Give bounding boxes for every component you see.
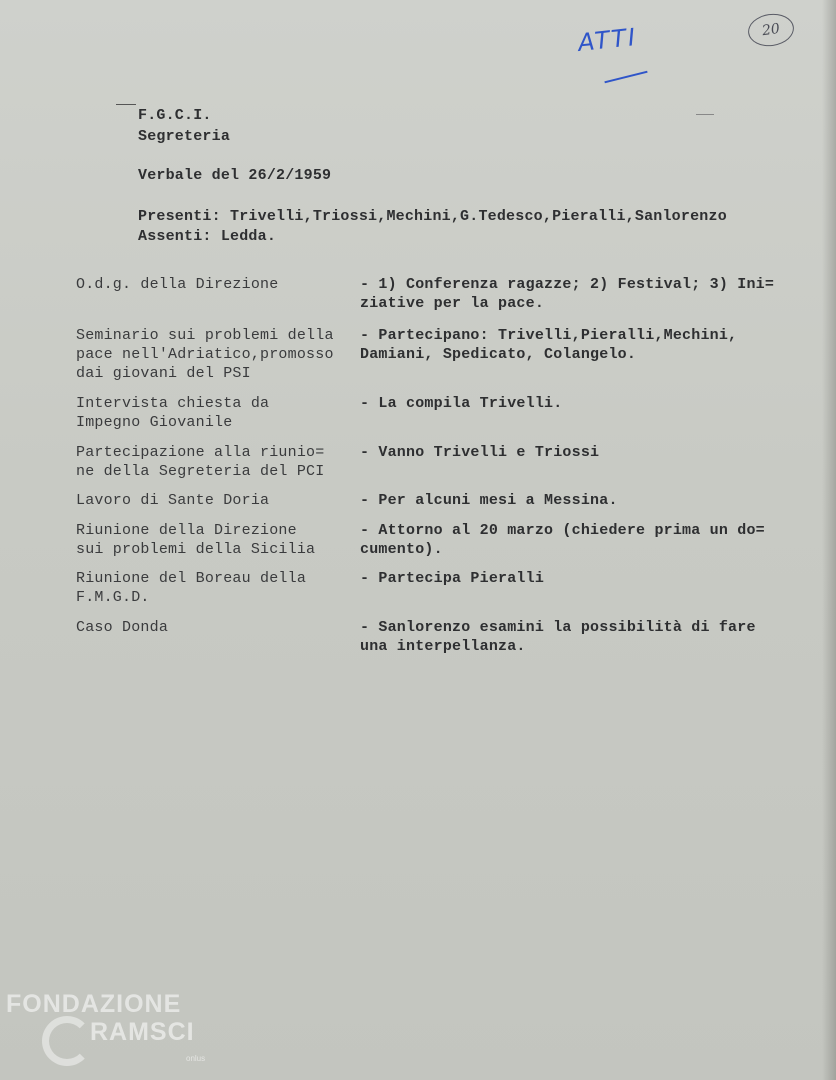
agenda-topic xyxy=(76,521,366,559)
agenda-topic-line: ne della Segreteria del PCI xyxy=(76,463,325,480)
agenda-outcome-line: - 1) Conferenza ragazze; 2) Festival; 3) Ini= xyxy=(360,276,775,293)
watermark-suffix: onlus xyxy=(186,1054,206,1063)
agenda-outcome xyxy=(360,491,820,510)
agenda-outcome-line: - Sanlorenzo esamini la possibilità di fare xyxy=(360,619,756,636)
agenda-topic-line: Partecipazione alla riunio= xyxy=(76,444,325,461)
watermark-g-logo xyxy=(42,1016,92,1066)
agenda-topic-line: dai giovani del PSI xyxy=(76,365,251,382)
agenda-topic-line: Impegno Giovanile xyxy=(76,414,233,431)
agenda-topic xyxy=(76,618,366,637)
agenda-outcome xyxy=(360,521,820,559)
agenda-outcome-line: una interpellanza. xyxy=(360,638,526,655)
agenda-outcome-line: - Attorno al 20 marzo (chiedere prima un do= xyxy=(360,522,765,539)
agenda-topic-line: Riunione del Boreau della xyxy=(76,570,307,587)
agenda-outcome xyxy=(360,618,820,656)
agenda-outcome xyxy=(360,275,820,313)
agenda-topic-line: Intervista chiesta da xyxy=(76,395,270,412)
agenda-outcome-line: cumento). xyxy=(360,541,443,558)
agenda-topic-line: sui problemi della Sicilia xyxy=(76,541,316,558)
page-number-circled xyxy=(746,11,796,49)
handwritten-note: ATTI xyxy=(576,22,639,58)
agenda-topic-line: pace nell'Adriatico,promosso xyxy=(76,346,334,363)
agenda-topic-line: Riunione della Direzione xyxy=(76,522,297,539)
agenda-topic xyxy=(76,491,366,510)
agenda-outcome-line: - Per alcuni mesi a Messina. xyxy=(360,492,618,509)
minutes-date: Verbale del 26/2/1959 xyxy=(138,167,332,184)
watermark-line-2: RAMSCI xyxy=(90,1018,195,1046)
office-name: Segreteria xyxy=(138,128,231,145)
agenda-topic-line: Caso Donda xyxy=(76,619,169,636)
agenda-outcome xyxy=(360,443,820,462)
stray-mark xyxy=(696,114,714,115)
agenda-outcome-line: - Partecipano: Trivelli,Pieralli,Mechini, xyxy=(360,327,738,344)
agenda-outcome xyxy=(360,326,820,364)
agenda-topic xyxy=(76,326,366,383)
agenda-outcome-line: - Vanno Trivelli e Triossi xyxy=(360,444,600,461)
absent-list: Assenti: Ledda. xyxy=(138,228,277,245)
agenda-topic xyxy=(76,275,366,294)
agenda-topic-line: F.M.G.D. xyxy=(76,589,150,606)
agenda-outcome xyxy=(360,394,820,413)
agenda-outcome-line: ziative per la pace. xyxy=(360,295,545,312)
agenda-outcome-line: Damiani, Spedicato, Colangelo. xyxy=(360,346,637,363)
agenda-topic xyxy=(76,443,366,481)
watermark-line-1: FONDAZIONE xyxy=(6,990,182,1018)
agenda-outcome-line: - Partecipa Pieralli xyxy=(360,570,545,587)
typed-dash-mark xyxy=(116,104,136,105)
agenda-topic-line: Seminario sui problemi della xyxy=(76,327,334,344)
handwritten-underline xyxy=(604,71,647,84)
agenda-topic xyxy=(76,569,366,607)
agenda-topic xyxy=(76,394,366,432)
agenda-topic-line: Lavoro di Sante Doria xyxy=(76,492,270,509)
org-name: F.G.C.I. xyxy=(138,107,212,124)
page-edge-shadow xyxy=(822,0,836,1080)
agenda-outcome-line: - La compila Trivelli. xyxy=(360,395,563,412)
present-list: Presenti: Trivelli,Triossi,Mechini,G.Tedesco,Pieralli,Sanlorenzo xyxy=(138,208,727,225)
page-number: 20 xyxy=(761,20,781,40)
agenda-outcome xyxy=(360,569,820,588)
agenda-topic-line: O.d.g. della Direzione xyxy=(76,276,279,293)
